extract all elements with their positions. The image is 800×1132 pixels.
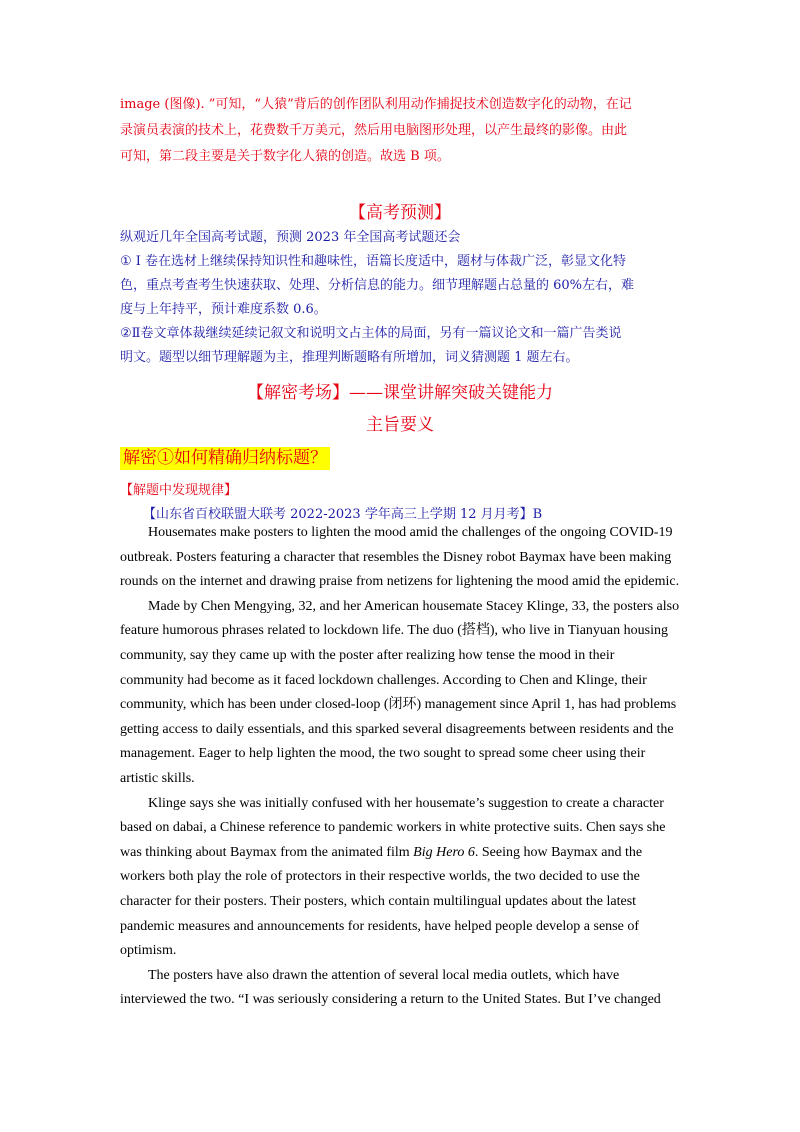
decrypt-sublabel: 【解题中发现规律】: [120, 483, 238, 498]
reading-passage: [120, 521, 680, 1013]
passage-paragraph-3-start: Klinge says she was initially confused with her housemate’s suggestion to create a character based on dabai, a Chinese reference to pandemic workers in white protective suits. Chen says she was thinking about Baymax from the animated film: [120, 795, 666, 860]
passage-paragraph-4: The posters have also drawn the attention of several local media outlets, which have interviewed the two. “I was seriously considering a return to the United States. But I’ve changed: [120, 967, 661, 1008]
analysis-paragraph: [120, 92, 680, 170]
analysis-line-1: image (图像). ”可知，“人猿”背后的创作团队利用动作捕捉技术创造数字化的动物，在记: [120, 97, 632, 112]
forecast-heading: 【高考预测】: [349, 203, 451, 223]
analysis-line-3: 可知，第二段主要是关于数字化人猿的创造。故选 B 项。: [120, 149, 450, 164]
forecast-line-3: 度与上年持平，预计难度系数 0.6。: [120, 302, 327, 317]
decrypt-heading-row: [120, 443, 680, 468]
forecast-line-5: 明文。题型以细节理解题为主，推理判断题略有所增加，词义猜测题 1 题左右。: [120, 350, 579, 365]
film-title: Big Hero 6: [413, 844, 475, 860]
forecast-line-4: ②Ⅱ卷文章体裁继续延续记叙文和说明文占主体的局面，另有一篇议论文和一篇广告类说: [120, 326, 622, 341]
passage-paragraph-3: [120, 792, 680, 964]
passage-paragraph-3-end: . Seeing how Baymax and the workers both play the role of protectors in their respective worlds, the two decided to use the character for their posters. Their posters, which contain multilingual updates about the latest pandemic measures and announcements for residents, have helped people develop a sense of optimism.: [120, 844, 643, 959]
analysis-line-2: 录演员表演的技术上，花费数千万美元，然后用电脑图形处理，以产生最终的影像。由此: [120, 123, 628, 138]
section-title: 【解密考场】——课堂讲解突破关键能力: [247, 383, 553, 403]
section-subtitle: 主旨要义: [366, 415, 434, 435]
forecast-line-1: ① I 卷在选材上继续保持知识性和趣味性，语篇长度适中，题材与体裁广泛，彰显文化特: [120, 254, 627, 269]
forecast-line-0: 纵观近几年全国高考试题，预测 2023 年全国高考试题还会: [120, 230, 461, 245]
passage-paragraph-2: Made by Chen Mengying, 32, and her American housemate Stacey Klinge, 33, the posters also feature humorous phrases related to lockdown life. The duo (搭档), who live in Tianyuan housing community, say they came up with the poster after realizing how tense the mood in their community had become as it faced lockdown challenges. According to Chen and Klinge, their community, which has been under closed-loop (闭环) management since April 1, has had problems getting access to daily essentials, and this sparked several disagreements between residents and the management. Eager to help lighten the mood, the two sought to spread some cheer using their artistic skills.: [120, 598, 680, 786]
passage-paragraph-1: Housemates make posters to lighten the mood amid the challenges of the ongoing COVID-19 outbreak. Posters featuring a character that resembles the Disney robot Baymax have been making rounds on the internet and drawing praise from netizens for lightening the mood amid the epidemic.: [120, 525, 680, 590]
decrypt-heading: 解密①如何精确归纳标题？: [120, 447, 330, 470]
passage-source: 【山东省百校联盟大联考 2022-2023 学年高三上学期 12 月月考】B: [143, 507, 543, 522]
forecast-body: [120, 226, 680, 370]
forecast-line-2: 色，重点考查考生快速获取、处理、分析信息的能力。细节理解题占总量的 60%左右，难: [120, 278, 635, 293]
